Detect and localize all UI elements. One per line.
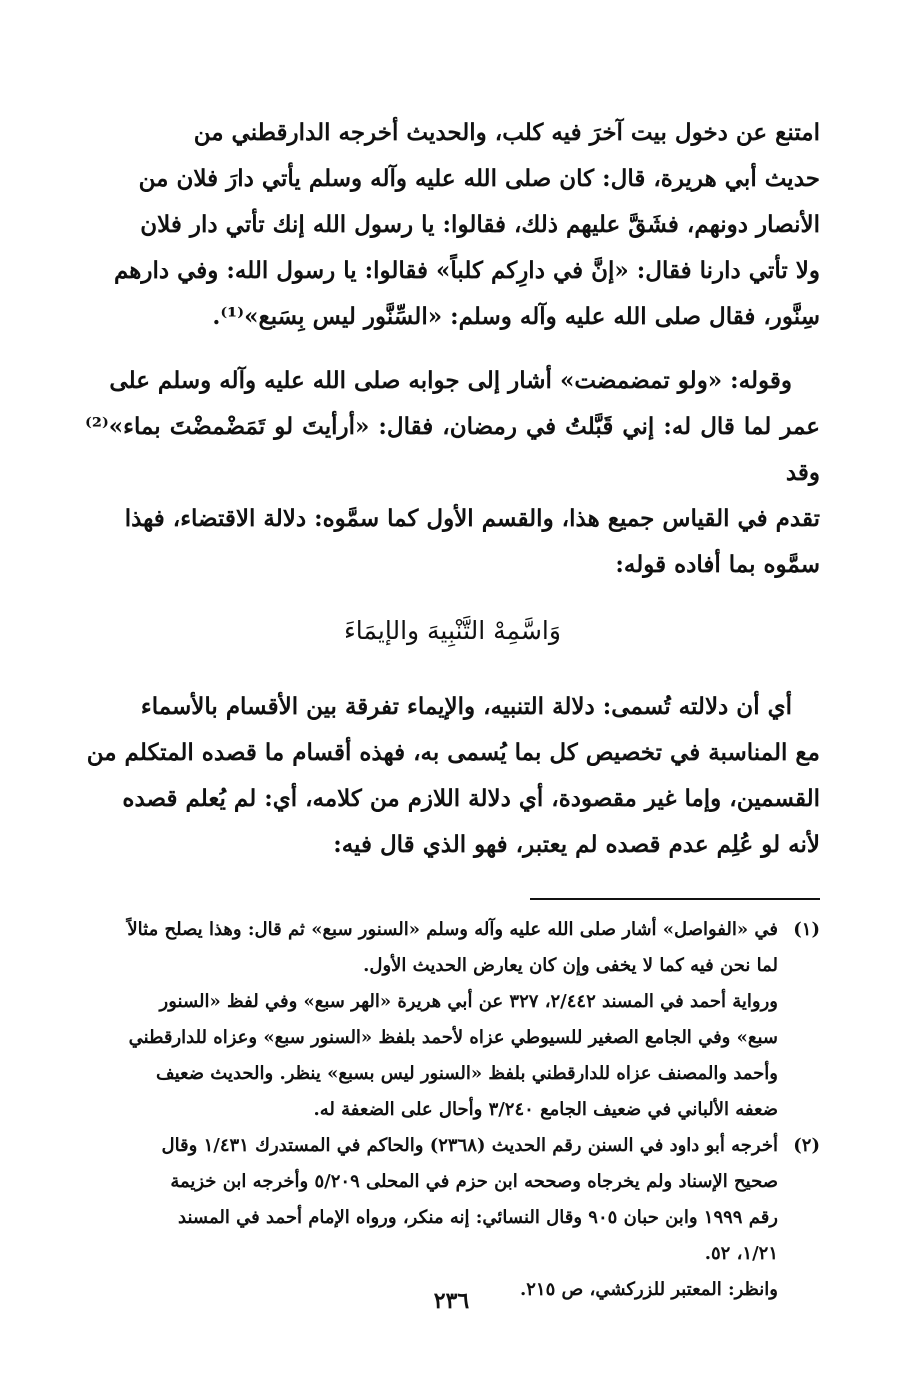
text-line: مع المناسبة في تخصيص كل بما يُسمى به، فهذه أقسام ما قصده المتكلم من bbox=[86, 739, 820, 766]
text-line: تقدم في القياس جميع هذا، والقسم الأول كما سمَّوه: دلالة الاقتضاء، فهذا bbox=[124, 505, 820, 532]
text-line: ولا تأتي دارنا فقال: «إنَّ في دارِكم كلباً» فقالوا: يا رسول الله: وفي دارهم bbox=[113, 257, 820, 284]
text-line: أي أن دلالته تُسمى: دلالة التنبيه، والإيماء تفرقة بين الأقسام بالأسماء bbox=[140, 693, 792, 720]
text-line: عمر لما قال له: إني قَبَّلتُ في رمضان، فقال: «أرأيتَ لو تَمَضْمضْتَ بماء»⁽²⁾ وقد bbox=[85, 413, 820, 486]
text-line: لأنه لو عُلِم عدم قصده لم يعتبر، فهو الذي قال فيه: bbox=[333, 831, 820, 858]
footnote-divider bbox=[530, 898, 820, 900]
footnote-line: في «الفواصل» أشار صلى الله عليه وآله وسلم «السنور سبع» ثم قال: وهذا يصلح مثالاً bbox=[127, 919, 778, 940]
text-line: وقوله: «ولو تمضمضت» أشار إلى جوابه صلى الله عليه وآله وسلم على bbox=[109, 367, 792, 394]
footnote-body bbox=[85, 912, 778, 1128]
text-line: سِنَّور، فقال صلى الله عليه وآله وسلم: «السِّنَّور ليس بِسَبع»⁽¹⁾. bbox=[212, 303, 820, 330]
footnote-line: وأحمد والمصنف عزاه للدارقطني بلفظ «السنور ليس بسبع» ينظر. والحديث ضعيف bbox=[155, 1063, 778, 1084]
page-content bbox=[85, 110, 820, 1308]
footnote-2 bbox=[85, 1128, 820, 1308]
footnote-line: لما نحن فيه كما لا يخفى وإن كان يعارض الحديث الأول. bbox=[363, 955, 778, 976]
footnote-1 bbox=[85, 912, 820, 1128]
footnote-line: ضعفه الألباني في ضعيف الجامع ٣/٢٤٠ وأحال على الضعفة له. bbox=[313, 1099, 778, 1120]
text-line: حديث أبي هريرة، قال: كان صلى الله عليه وآله وسلم يأتي دارَ فلان من bbox=[138, 165, 820, 192]
paragraph-1 bbox=[85, 110, 820, 340]
footnote-line: رقم ١٩٩٩ وابن حبان ٩٠٥ وقال النسائي: إنه منكر، ورواه الإمام أحمد في المسند bbox=[178, 1207, 778, 1228]
footnote-line: ١/٢١، ٥٢. bbox=[704, 1243, 778, 1264]
footnote-line: ورواية أحمد في المسند ٢/٤٤٢، ٣٢٧ عن أبي هريرة «الهر سبع» وفي لفظ «السنور bbox=[159, 991, 778, 1012]
text-line: سمَّوه بما أفاده قوله: bbox=[615, 551, 820, 578]
footnote-number: (١) bbox=[793, 919, 820, 940]
footnote-line: صحيح الإسناد ولم يخرجاه وصححه ابن حزم في المحلى ٥/٢٠٩ وأخرجه ابن خزيمة bbox=[170, 1171, 778, 1192]
footnote-line: أخرجه أبو داود في السنن رقم الحديث (٢٣٦٨) والحاكم في المستدرك ١/٤٣١ وقال bbox=[161, 1135, 778, 1156]
footnote-line: سبع» وفي الجامع الصغير للسيوطي عزاه لأحمد بلفظ «السنور سبع» وعزاه للدارقطني bbox=[128, 1027, 778, 1048]
text-line: الأنصار دونهم، فشَقَّ عليهم ذلك، فقالوا: يا رسول الله إنك تأتي دار فلان bbox=[140, 211, 820, 238]
verse-line: وَاسَّمِهْ التَّنْبِيهَ والإيمَاءَ bbox=[344, 616, 561, 645]
footnote-body bbox=[85, 1128, 778, 1308]
footnote-line: وانظر: المعتبر للزركشي، ص ٢١٥. bbox=[519, 1279, 778, 1300]
page-number: ٢٣٦ bbox=[433, 1288, 470, 1314]
text-line: امتنع عن دخول بيت آخرَ فيه كلب، والحديث أخرجه الدارقطني من bbox=[193, 119, 820, 146]
footnote-number: (٢) bbox=[793, 1135, 820, 1156]
text-line: القسمين، وإما غير مقصودة، أي دلالة اللازم من كلامه، أي: لم يُعلم قصده bbox=[122, 785, 820, 812]
footnotes bbox=[85, 912, 820, 1308]
paragraph-3 bbox=[85, 684, 820, 868]
paragraph-2 bbox=[85, 358, 820, 588]
